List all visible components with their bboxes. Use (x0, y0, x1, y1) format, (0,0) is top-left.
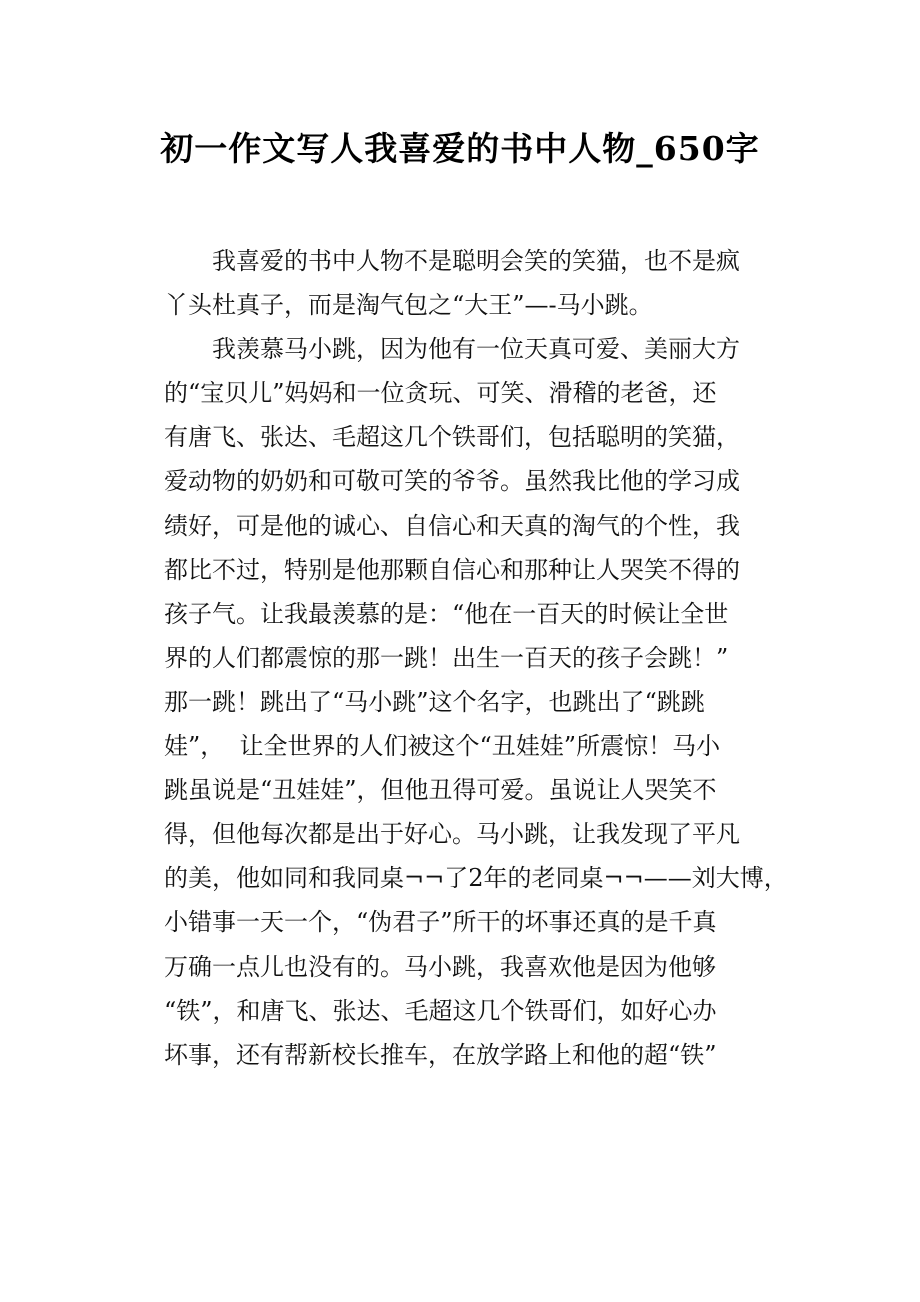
text-line: 孩子气。让我最羡慕的是：“他在一百天的时候让全世 (164, 599, 729, 628)
text-line: 得，但他每次都是出于好心。马小跳，让我发现了平凡 (164, 820, 740, 849)
text-line: 我羡慕马小跳，因为他有一位天真可爱、美丽大方 (212, 335, 740, 364)
text-line: 小错事一天一个，“伪君子”所干的坏事还真的是千真 (164, 908, 717, 937)
text-line: 的“宝贝儿”妈妈和一位贪玩、可笑、滑稽的老爸，还 (164, 379, 717, 408)
text-line: 我喜爱的书中人物不是聪明会笑的笑猫，也不是疯 (212, 247, 740, 275)
text-line: 丫头杜真子，而是淘气包之“大王”—-马小跳。 (164, 291, 653, 320)
text-line: 界的人们都震惊的那一跳！出生一百天的孩子会跳！” (164, 643, 729, 672)
text-line: 坏事，还有帮新校长推车，在放学路上和他的超“铁” (164, 1040, 717, 1069)
text-line: 有唐飞、张达、毛超这几个铁哥们，包括聪明的笑猫， (164, 423, 740, 452)
text-line: 娃”， 让全世界的人们被这个“丑娃娃”所震惊！马小 (164, 732, 721, 761)
text-line: 绩好，可是他的诚心、自信心和天真的淘气的个性，我 (164, 511, 740, 540)
text-line: 跳虽说是“丑娃娃”，但他丑得可爱。虽说让人哭笑不 (164, 776, 717, 805)
text-line: 的美，他如同和我同桌¬¬了2年的老同桌¬¬——刘大博， (164, 864, 788, 893)
text-line: 爱动物的奶奶和可敬可笑的爷爷。虽然我比他的学习成 (164, 467, 740, 496)
page-title: 初一作文写人我喜爱的书中人物_650字 (160, 129, 760, 168)
text-line: 万确一点儿也没有的。马小跳，我喜欢他是因为他够 (164, 952, 716, 981)
text-line: “铁”，和唐飞、张达、毛超这几个铁哥们，如好心办 (164, 996, 717, 1025)
essay-body (164, 239, 788, 1077)
text-line: 那一跳！跳出了“马小跳”这个名字，也跳出了“跳跳 (164, 687, 705, 716)
text-line: 都比不过，特别是他那颗自信心和那种让人哭笑不得的 (164, 555, 740, 584)
